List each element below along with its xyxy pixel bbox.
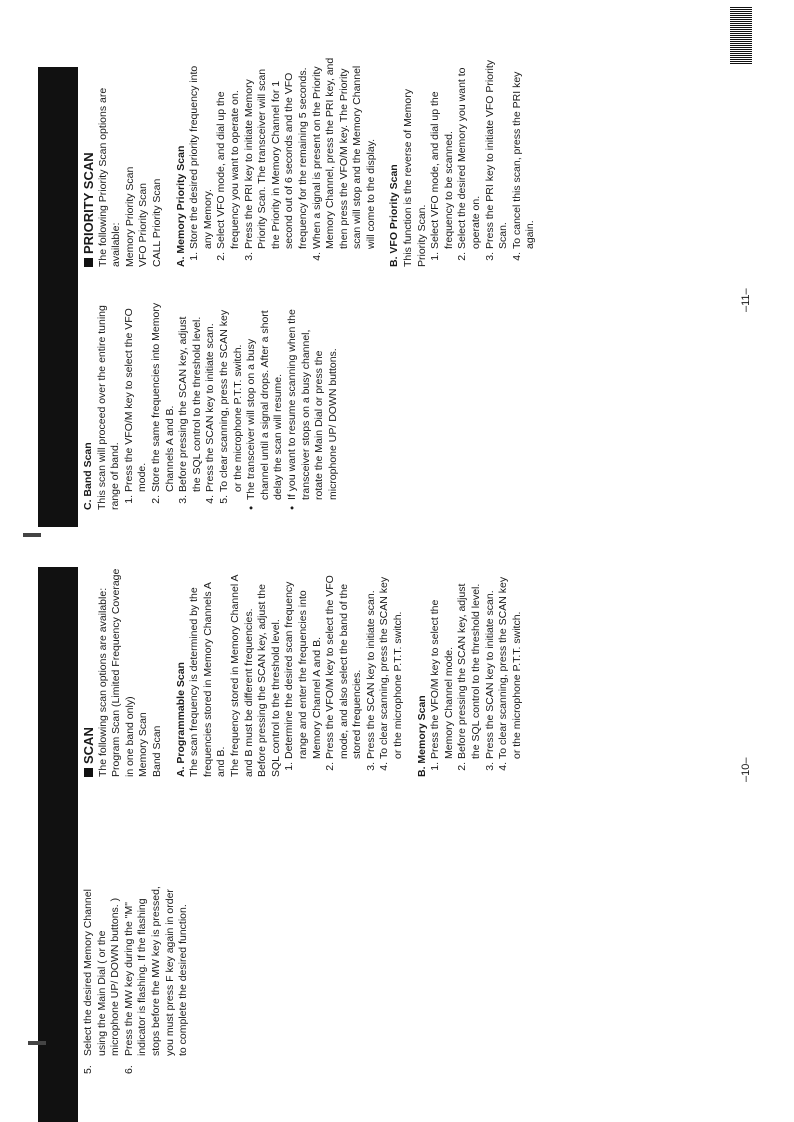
memory-priority-heading: A. Memory Priority Scan	[174, 145, 187, 267]
band-scan-heading: C. Band Scan	[82, 442, 94, 510]
list-item: 4. To clear scanning, press the SCAN key or the microphone P.T.T. switch.	[497, 567, 524, 759]
page-number-right: –11–	[740, 288, 752, 312]
list-item: 2. Press the VFO/M key to select the VFO mode, and also select the band of the stored frequencies.	[324, 567, 365, 759]
right-col-priority-scan	[82, 57, 538, 267]
priority-option: VFO Priority Scan	[137, 182, 150, 267]
header-bar-left	[38, 567, 78, 1122]
list-item: 1. Press the VFO/M key to select the Memory Channel mode.	[429, 567, 456, 759]
list-item: 5. To clear scanning, press the SCAN key or the microphone P.T.T. switch.	[218, 300, 245, 492]
list-item: 1. Select VFO mode, and dial up the frequency to be scanned.	[429, 57, 456, 249]
paragraph: The following Priority Scan options are available:	[96, 87, 123, 267]
list-item: 3. Press the PRI key to initiate Memory Priority Scan. The transceiver will scan the Priority in Memory Channel for 1 second out of 6 seconds and the VFO frequency for the remaining 5 seconds.	[243, 57, 311, 249]
list-item: 1. Store the desired priority frequency into any Memory.	[188, 57, 215, 249]
paragraph: The scan frequency is determined by the frequencies stored in Memory Channels A and B.	[188, 582, 228, 777]
list-item: 3. Press the PRI key to initiate VFO Priority Scan.	[484, 57, 511, 249]
section-title-priority: PRIORITY SCAN	[82, 57, 96, 267]
scan-option: Band Scan	[150, 725, 163, 777]
paragraph: Before pressing the SCAN key, adjust the SQL control to the threshold level.	[256, 584, 282, 777]
list-item: 2. Store the same frequencies into Memory Channels A and B.	[150, 300, 177, 492]
paragraph: This function is the reverse of Memory Priority Scan.	[402, 89, 428, 267]
list-item: 4. To clear scanning, press the SCAN key or the microphone P.T.T. switch.	[378, 567, 405, 759]
list-item: 1. Determine the desired scan frequency range and enter the frequencies into Memory Channel A and B.	[283, 567, 324, 759]
scan-option: Memory Scan	[137, 712, 150, 777]
list-item: 3. Before pressing the SCAN key, adjust the SQL control to the threshold level.	[177, 300, 204, 492]
vfo-priority-heading: B. VFO Priority Scan	[388, 164, 401, 267]
list-item: 2. Select the desired Memory you want to operate on.	[456, 57, 483, 249]
paragraph: This scan will proceed over the entire tuning range of band.	[95, 305, 122, 510]
priority-option: Memory Priority Scan	[123, 166, 136, 267]
left-col-continued	[82, 878, 191, 1074]
scan-option: Program Scan (Limited Frequency Coverage in one band only)	[110, 568, 136, 777]
scan-intro: The following scan options are available:	[96, 587, 109, 777]
bullet-item: ● If you want to resume scanning when the transceiver stops on a busy channel, rotate the Main Dial or press the microphone UP/ DOWN buttons.	[286, 300, 340, 500]
section-title-scan: SCAN	[82, 567, 96, 777]
list-item: 1. Press the VFO/M key to select the VFO mode.	[123, 300, 150, 492]
left-col-scan	[82, 567, 524, 777]
list-item: 2. Before pressing the SCAN key, adjust the SQL control to the threshold level.	[456, 567, 483, 759]
right-col-band-scan	[82, 300, 340, 510]
page-number-left: –10–	[740, 757, 752, 782]
header-bar-right	[38, 67, 78, 527]
priority-option: CALL Priority Scan	[150, 178, 163, 267]
list-item: 4. When a signal is present on the Priority Memory Channel, press the PRI key, and then press the VFO/M key. The Priority scan will stop and the Memory Channel will come to the display.	[311, 57, 379, 249]
paragraph: The frequency stored in Memory Channel A and B must be different frequencies.	[228, 575, 255, 777]
barcode-mark	[730, 6, 752, 64]
list-item: 3. Press the SCAN key to initiate scan.	[365, 567, 379, 759]
list-item: 3. Press the SCAN key to initiate scan.	[484, 567, 498, 759]
square-bullet-icon	[84, 768, 93, 777]
programmable-scan-heading: A. Programmable Scan	[174, 662, 187, 777]
list-item: 4. Press the SCAN key to initiate scan.	[204, 300, 218, 492]
memory-scan-heading: B. Memory Scan	[415, 695, 428, 777]
list-item: 2. Select VFO mode, and dial up the frequency you want to operate on.	[215, 57, 242, 249]
punch-mark	[28, 1041, 46, 1045]
bullet-item: ● The transceiver will stop on a busy channel until a signal drops. After a short delay the scan will resume.	[245, 300, 286, 500]
square-bullet-icon	[84, 258, 93, 267]
punch-mark	[23, 533, 41, 537]
list-item: 6. Press the MW key during the "M" indicator is flashing. If the flashing stops before the MW key is pressed, you must press F key again in order to complete the desired function.	[122, 886, 190, 1074]
list-item: 5. Select the desired Memory Channel using the Main Dial ( or the microphone UP/ DOWN buttons. )	[82, 889, 122, 1074]
list-item: 4. To cancel this scan, press the PRI key again.	[511, 57, 538, 249]
